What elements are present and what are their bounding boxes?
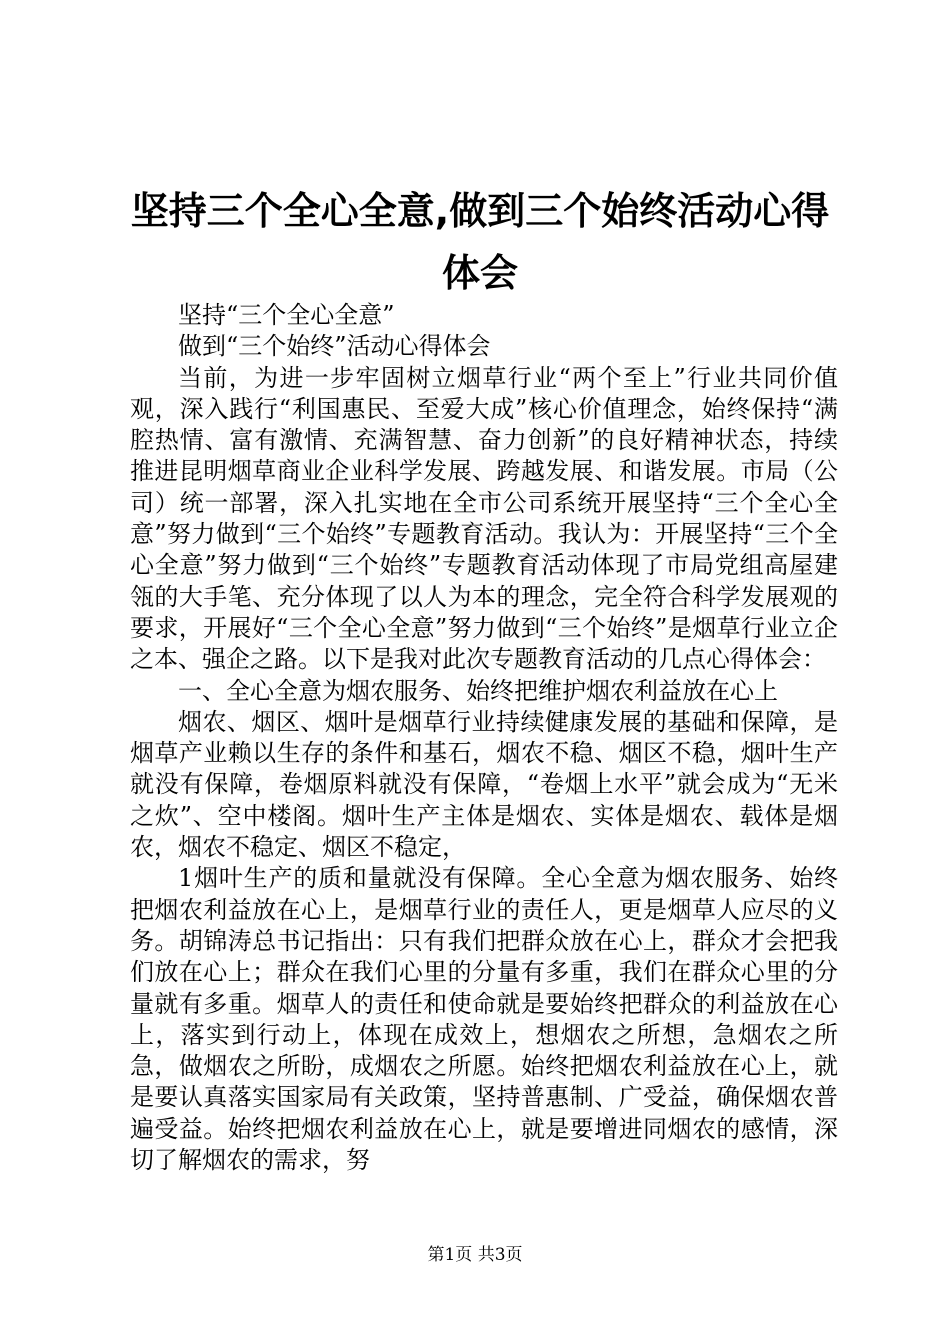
document-body	[130, 300, 838, 1176]
section-heading-1: 一、全心全意为烟农服务、始终把维护烟农利益放在心上	[178, 676, 778, 705]
subtitle-line-1: 坚持“三个全心全意”	[178, 301, 395, 329]
body-paragraph-1: 烟农、烟区、烟叶是烟草行业持续健康发展的基础和保障，是烟草产业赖以生存的条件和基石，烟农不稳、烟区不稳，烟叶生产就没有保障，卷烟原料就没有保障，“卷烟上水平”就会成为“无米之炊”、空中楼阁。烟叶生产主体是烟农、实体是烟农、载体是烟农，烟农不稳定、烟区不稳定，	[130, 707, 838, 862]
intro-paragraph: 当前，为进一步牢固树立烟草行业“两个至上”行业共同价值观，深入践行“利国惠民、至爱大成”核心价值理念，始终保持“满腔热情、富有激情、充满智慧、奋力创新”的良好精神状态，持续推进昆明烟草商业企业科学发展、跨越发展、和谐发展。市局（公司）统一部署，深入扎实地在全市公司系统开展坚持“三个全心全意”努力做到“三个始终”专题教育活动。我认为：开展坚持“三个全心全意”努力做到“三个始终”专题教育活动体现了市局党组高屋建瓴的大手笔、充分体现了以人为本的理念，完全符合科学发展观的要求，开展好“三个全心全意”努力做到“三个始终”是烟草行业立企之本、强企之路。以下是我对此次专题教育活动的几点心得体会：	[130, 363, 838, 674]
document-title: 坚持三个全心全意,做到三个始终活动心得体会	[130, 189, 830, 295]
body-paragraph-2: 1烟叶生产的质和量就没有保障。全心全意为烟农服务、始终把烟农利益放在心上，是烟草行业的责任人，更是烟草人应尽的义务。胡锦涛总书记指出：只有我们把群众放在心上，群众才会把我们放在心上；群众在我们心里的分量有多重，我们在群众心里的分量就有多重。烟草人的责任和使命就是要始终把群众的利益放在心上，落实到行动上，体现在成效上，想烟农之所想，急烟农之所急，做烟农之所盼，成烟农之所愿。始终把烟农利益放在心上，就是要认真落实国家局有关政策，坚持普惠制、广受益，确保烟农普遍受益。始终把烟农利益放在心上，就是要增进同烟农的感情，深切了解烟农的需求，努	[130, 864, 838, 1175]
page-footer: 第1页 共3页	[427, 1245, 523, 1265]
subtitle-line-2: 做到“三个始终”活动心得体会	[178, 332, 491, 361]
